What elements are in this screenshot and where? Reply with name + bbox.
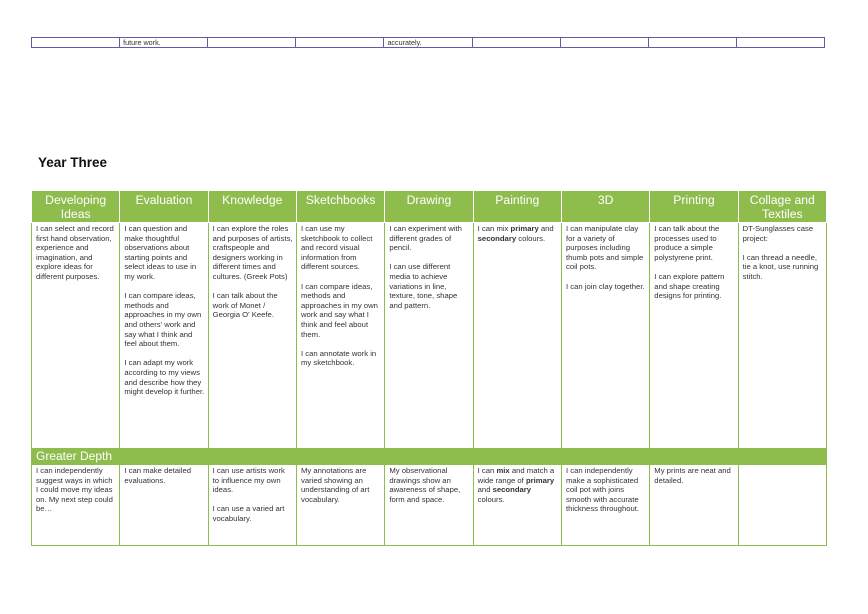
cell-knowledge: [208, 223, 296, 449]
cell-paragraph: I can use different media to achieve variations in line, texture, tone, shape and pattern.: [389, 262, 458, 310]
bold-term: mix: [496, 466, 510, 475]
year-three-curriculum-table: [31, 190, 827, 546]
fragment-cell: [472, 38, 560, 48]
cell-paragraph: I can compare ideas, methods and approaches in my own and others' work and say what I think and feel about them.: [124, 291, 202, 349]
cell-paragraph: I can experiment with different grades of pencil.: [389, 224, 462, 253]
cell-paragraph: I can thread a needle, tie a knot, use running stitch.: [742, 252, 819, 281]
cell-paragraph: I can adapt my work according to my views and describe how they might develop it further.: [124, 358, 205, 397]
bold-term: primary: [510, 224, 539, 233]
fragment-cell: accurately.: [384, 38, 472, 48]
fragment-cell: [32, 38, 120, 48]
cell-paragraph: My annotations are varied showing an understanding of art vocabulary.: [300, 466, 370, 504]
cell-paragraph: My prints are neat and detailed.: [654, 466, 731, 485]
gd-cell-3d: [561, 465, 649, 546]
table-row: [32, 38, 825, 48]
cell-evaluation: [120, 223, 208, 449]
cell-collage-and-textiles: [738, 223, 826, 449]
gd-cell-painting: [473, 465, 561, 546]
cell-sketchbooks: [296, 223, 384, 449]
column-header-knowledge: Knowledge: [208, 191, 296, 223]
gd-cell-drawing: [385, 465, 473, 546]
column-header-printing: Printing: [650, 191, 738, 223]
cell-paragraph: I can select and record first hand observation, experience and imagination, and explore ideas for different purposes.: [36, 224, 114, 281]
text-segment: and: [538, 224, 554, 233]
cell-paragraph: [478, 466, 558, 504]
gd-cell-printing: [650, 465, 738, 546]
column-header-drawing: Drawing: [385, 191, 473, 223]
cell-printing: [650, 223, 738, 449]
cell-paragraph: I can manipulate clay for a variety of purposes including thumb pots and simple coil pots.: [565, 224, 644, 272]
cell-paragraph: My observational drawings show an awareness of shape, form and space.: [389, 466, 461, 504]
gd-cell-evaluation: [120, 465, 208, 546]
column-header-3d: 3D: [561, 191, 649, 223]
bold-term: primary: [525, 475, 555, 485]
cell-paragraph: I can annotate work in my sketchbook.: [300, 348, 377, 368]
text-segment: colours.: [477, 494, 505, 504]
cell-paragraph: I can question and make thoughtful observations about starting points and select ideas to use in my work.: [124, 224, 197, 281]
column-header-collage-and-textiles: Collage and Textiles: [738, 191, 826, 223]
table-row: [32, 465, 827, 546]
gd-cell-developing-ideas: [32, 465, 120, 546]
section-title: Year Three: [38, 155, 108, 170]
greater-depth-label: Greater Depth: [32, 449, 827, 465]
cell-paragraph: I can use my sketchbook to collect and record visual information from different sources.: [300, 224, 373, 272]
column-header-painting: Painting: [473, 191, 561, 223]
cell-paragraph: I can use artists work to influence my own ideas.: [212, 466, 285, 495]
cell-paragraph: I can explore pattern and shape creating designs for printing.: [654, 271, 725, 301]
text-segment: colours.: [516, 233, 546, 243]
cell-paragraph: I can independently suggest ways in which I could move my ideas on. My next step could be…: [36, 466, 113, 514]
gd-cell-knowledge: [208, 465, 296, 546]
table-row: [32, 223, 827, 449]
cell-paragraph: I can talk about the processes used to produce a simple polystyrene print.: [654, 224, 720, 262]
cell-paragraph: I can compare ideas, methods and approaches in my own work and say what I think and feel about them.: [300, 281, 378, 339]
cell-paragraph: I can make detailed evaluations.: [124, 466, 191, 485]
cell-paragraph: I can talk about the work of Monet / Georgia O' Keefe.: [212, 291, 278, 320]
bold-term: secondary: [477, 233, 517, 243]
cell-paragraph: I can join clay together.: [565, 281, 645, 291]
greater-depth-header-row: [32, 449, 827, 465]
fragment-cell: future work.: [120, 38, 208, 48]
fragment-cell: [208, 38, 296, 48]
fragment-cell: [296, 38, 384, 48]
text-segment: and match a wide range of: [477, 466, 555, 485]
text-segment: I can mix: [477, 224, 511, 233]
fragment-cell: [648, 38, 736, 48]
column-header-developing-ideas: Developing Ideas: [32, 191, 120, 223]
fragment-cell: [736, 38, 824, 48]
cell-drawing: [385, 223, 473, 449]
text-segment: I can: [477, 466, 497, 475]
cell-paragraph: [478, 224, 558, 243]
cell-paragraph: DT-Sunglasses case project:: [742, 224, 814, 243]
cell-3d: [561, 223, 649, 449]
gd-cell-collage-and-textiles: [738, 465, 826, 546]
bold-term: secondary: [492, 485, 532, 495]
column-header-sketchbooks: Sketchbooks: [296, 191, 384, 223]
header-row: [32, 191, 827, 223]
cell-paragraph: I can explore the roles and purposes of artists, craftspeople and designers working in different times and cultures. (Greek Pots): [212, 224, 293, 281]
cell-painting: [473, 223, 561, 449]
fragment-cell: [560, 38, 648, 48]
cell-developing-ideas: [32, 223, 120, 449]
gd-cell-sketchbooks: [296, 465, 384, 546]
text-segment: and: [477, 485, 493, 495]
previous-page-table-fragment: [31, 37, 825, 48]
cell-paragraph: I can independently make a sophisticated coil pot with joins smooth with accurate thickness throughout.: [565, 466, 640, 514]
cell-paragraph: I can use a varied art vocabulary.: [212, 504, 285, 523]
column-header-evaluation: Evaluation: [120, 191, 208, 223]
